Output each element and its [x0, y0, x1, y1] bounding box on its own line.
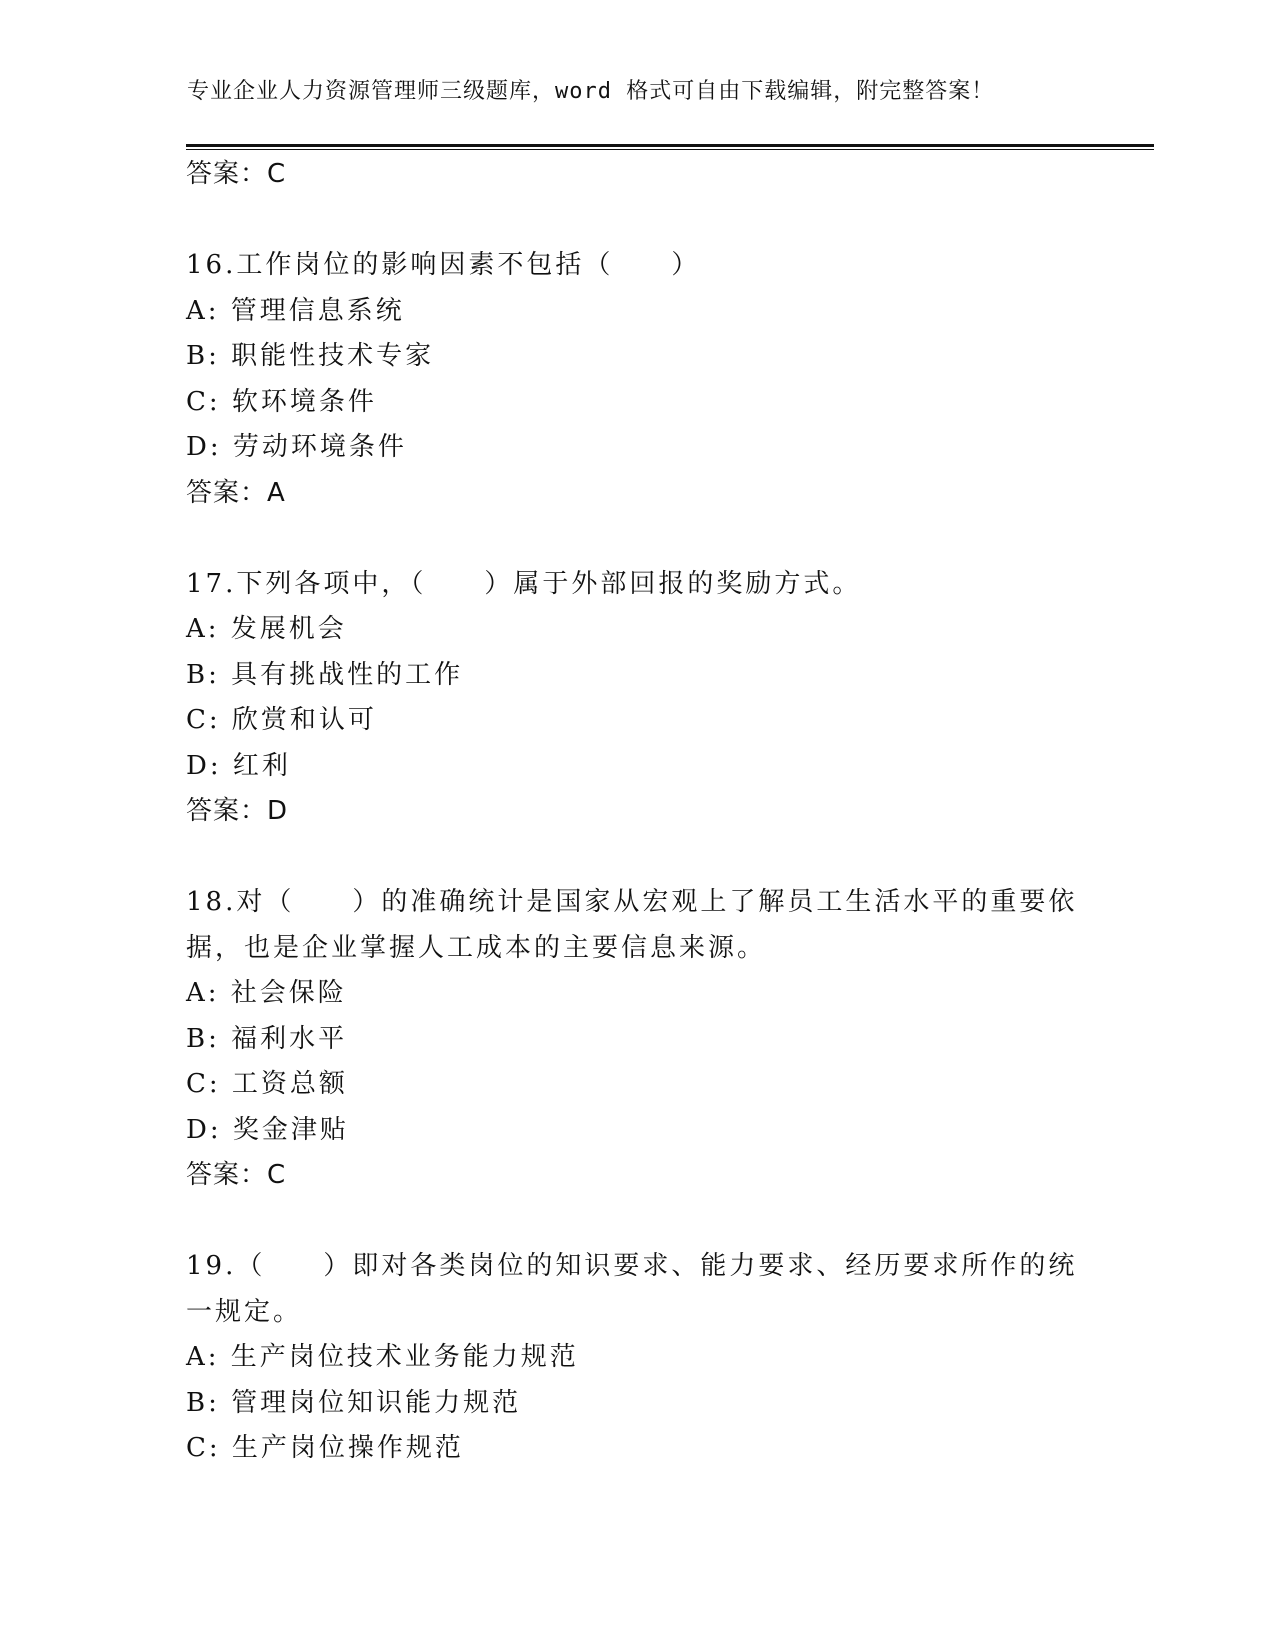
option-d: D: 奖金津贴	[186, 1114, 349, 1145]
option-a: A: 社会保险	[186, 978, 347, 1008]
question-list	[186, 152, 1086, 1472]
spacer	[186, 198, 1086, 244]
option-b: B: 福利水平	[186, 1023, 348, 1054]
option-a: A: 管理信息系统	[186, 295, 405, 326]
answer-line: 答案：D	[186, 796, 289, 826]
option-a: A: 发展机会	[186, 614, 347, 644]
question-text-line-2: 一规定。	[186, 1296, 303, 1327]
option-d: D: 劳动环境条件	[186, 432, 407, 462]
spacer	[186, 835, 1086, 881]
spacer	[186, 1199, 1086, 1245]
option-c: C: 工资总额	[186, 1069, 348, 1099]
question-text-line-1: 19.（ ）即对各类岗位的知识要求、能力要求、经历要求所作的统	[186, 1251, 1078, 1281]
answer-line: 答案：C	[186, 1160, 287, 1190]
option-b: B: 职能性技术专家	[186, 341, 435, 371]
option-c: C: 欣赏和认可	[186, 705, 377, 735]
option-c: C: 生产岗位操作规范	[186, 1433, 464, 1463]
page-header: 专业企业人力资源管理师三级题库，word 格式可自由下载编辑，附完整答案！	[187, 79, 995, 104]
question-19	[186, 1244, 1086, 1472]
option-c: C: 软环境条件	[186, 386, 377, 417]
option-b: B: 具有挑战性的工作	[186, 659, 464, 690]
question-16	[186, 243, 1086, 516]
question-17	[186, 562, 1086, 835]
question-text-line-2: 据，也是企业掌握人工成本的主要信息来源。	[186, 932, 767, 963]
option-b: B: 管理岗位知识能力规范	[186, 1387, 522, 1418]
spacer	[186, 516, 1086, 562]
header-divider	[186, 144, 1154, 150]
question-text: 17.下列各项中，（ ）属于外部回报的奖励方式。	[186, 568, 862, 599]
option-a: A: 生产岗位技术业务能力规范	[186, 1342, 579, 1372]
answer-line: 答案：A	[186, 477, 286, 508]
question-18	[186, 880, 1086, 1199]
previous-answer: 答案：C	[186, 159, 287, 189]
question-text-line-1: 18.对（ ）的准确统计是国家从宏观上了解员工生活水平的重要依	[186, 887, 1078, 917]
option-d: D: 红利	[186, 750, 291, 781]
question-text: 16.工作岗位的影响因素不包括（ ）	[186, 250, 701, 280]
